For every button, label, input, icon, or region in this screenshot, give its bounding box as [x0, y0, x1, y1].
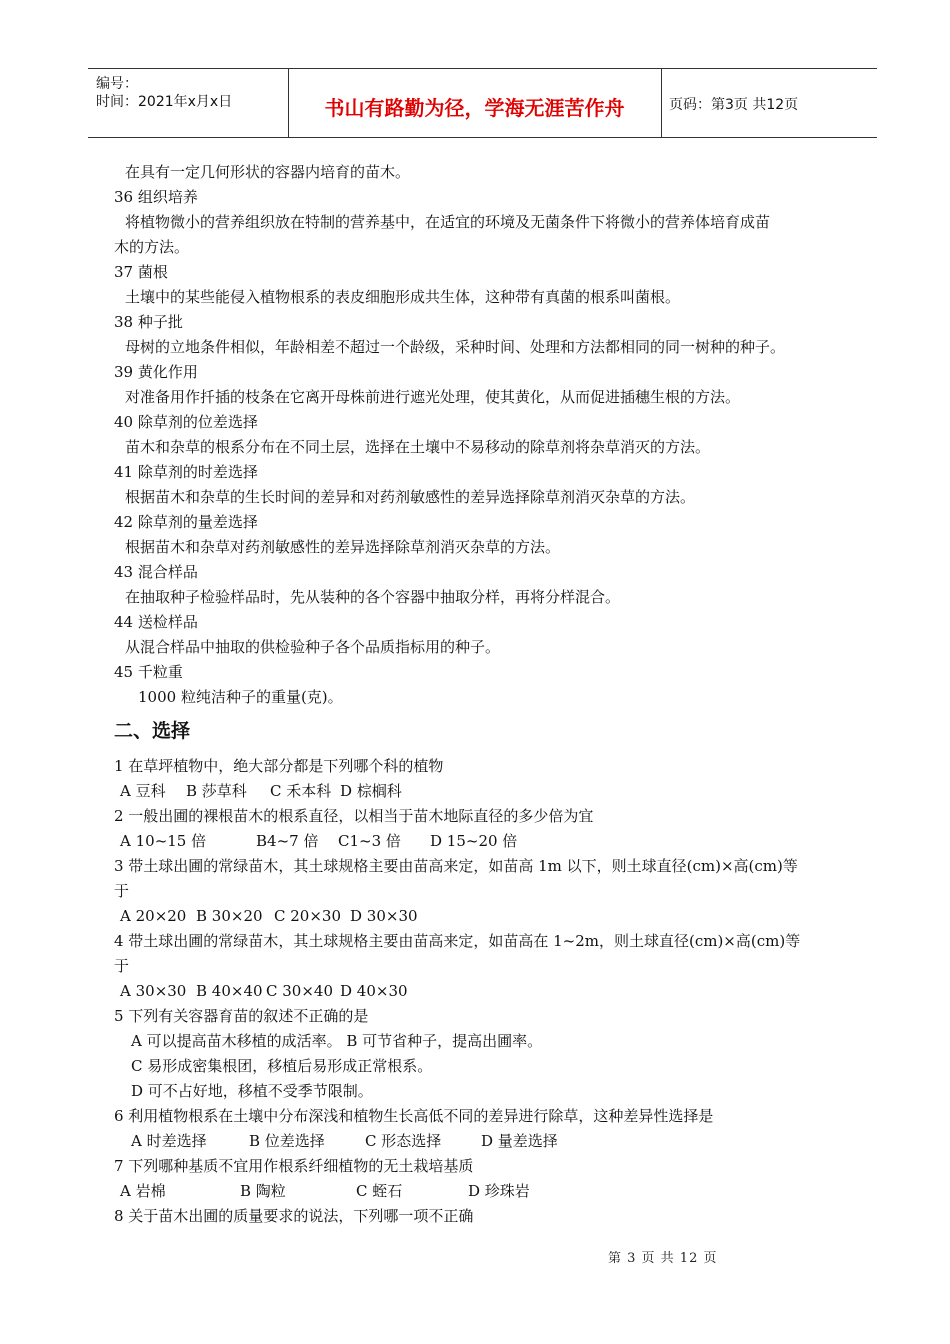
question-options — [114, 979, 859, 1004]
option: D 珍珠岩 — [468, 1182, 530, 1200]
question-options — [114, 904, 859, 929]
option: A 时差选择 — [131, 1132, 207, 1150]
document-body — [114, 160, 859, 1229]
option: B 莎草科 — [186, 782, 247, 800]
section-title: 二、选择 — [114, 720, 191, 742]
definition-title: 42 除草剂的量差选择 — [114, 513, 258, 531]
definition-title: 40 除草剂的位差选择 — [114, 413, 258, 431]
definition-text: 在具有一定几何形状的容器内培育的苗木。 — [125, 163, 411, 181]
definition-title: 45 千粒重 — [114, 663, 183, 681]
question-options — [114, 1129, 859, 1154]
option: B4~7 倍 — [256, 832, 319, 850]
definition-text: 在抽取种子检验样品时，先从装种的各个容器中抽取分样，再将分样混合。 — [125, 588, 621, 606]
question-options — [114, 1179, 859, 1204]
option: D 棕榈科 — [340, 782, 402, 800]
option: C 禾本科 — [270, 782, 332, 800]
option: A 30×30 — [120, 982, 187, 1000]
question-option-line: D 可不占好地，移植不受季节限制。 — [131, 1082, 373, 1100]
definition-title: 38 种子批 — [114, 313, 183, 331]
motto: 书山有路勤为径，学海无涯苦作舟 — [324, 96, 625, 120]
page-header — [88, 68, 877, 138]
option: C 蛭石 — [356, 1182, 403, 1200]
option: B 陶粒 — [240, 1182, 286, 1200]
option: C 20×30 — [274, 907, 341, 925]
question-text: 5 下列有关容器育苗的叙述不正确的是 — [114, 1007, 369, 1025]
option: C1~3 倍 — [338, 832, 401, 850]
header-right-cell — [661, 69, 877, 137]
definition-title: 37 菌根 — [114, 263, 168, 281]
option: A 岩棉 — [120, 1182, 166, 1200]
question-text-cont: 于 — [114, 882, 130, 900]
definition-title: 43 混合样品 — [114, 563, 198, 581]
time-label: 时间：2021年x月x日 — [96, 94, 233, 110]
option: B 位差选择 — [249, 1132, 325, 1150]
page-info: 页码：第3页 共12页 — [669, 97, 799, 113]
header-motto-cell — [288, 69, 662, 137]
question-text: 3 带土球出圃的常绿苗木，其土球规格主要由苗高来定，如苗高 1m 以下，则土球直径(cm)×高(cm)等 — [114, 857, 798, 875]
option: B 40×40 — [196, 982, 263, 1000]
question-text: 1 在草坪植物中，绝大部分都是下列哪个科的植物 — [114, 757, 444, 775]
definition-text: 对准备用作扦插的枝条在它离开母株前进行遮光处理，使其黄化，从而促进插穗生根的方法。 — [125, 388, 741, 406]
question-options — [114, 829, 859, 854]
definition-text: 1000 粒纯洁种子的重量(克)。 — [138, 688, 343, 706]
question-text: 8 关于苗木出圃的质量要求的说法，下列哪一项不正确 — [114, 1207, 474, 1225]
definition-text: 苗木和杂草的根系分布在不同土层，选择在土壤中不易移动的除草剂将杂草消灭的方法。 — [125, 438, 711, 456]
option: C 形态选择 — [365, 1132, 442, 1150]
question-text: 4 带土球出圃的常绿苗木，其土球规格主要由苗高来定，如苗高在 1~2m，则土球直径(cm)×高(cm)等 — [114, 932, 801, 950]
option: D 15~20 倍 — [430, 832, 518, 850]
definition-text-cont: 木的方法。 — [114, 238, 190, 256]
definition-title: 39 黄化作用 — [114, 363, 198, 381]
option: B 30×20 — [196, 907, 263, 925]
option: D 30×30 — [350, 907, 418, 925]
option: A 10~15 倍 — [120, 832, 207, 850]
definition-text: 将植物微小的营养组织放在特制的营养基中，在适宜的环境及无菌条件下将微小的营养体培育成苗 — [125, 213, 771, 231]
definition-text: 根据苗木和杂草的生长时间的差异和对药剂敏感性的差异选择除草剂消灭杂草的方法。 — [125, 488, 696, 506]
header-left-cell — [88, 69, 289, 137]
question-option-line: A 可以提高苗木移植的成活率。 B 可节省种子，提高出圃率。 — [131, 1032, 543, 1050]
question-options — [114, 779, 859, 804]
definition-title: 41 除草剂的时差选择 — [114, 463, 258, 481]
question-text-cont: 于 — [114, 957, 130, 975]
question-option-line: C 易形成密集根团，移植后易形成正常根系。 — [131, 1057, 433, 1075]
number-label: 编号： — [96, 76, 138, 92]
option: C 30×40 — [266, 982, 333, 1000]
option: A 豆科 — [120, 782, 166, 800]
page-footer: 第 3 页 共 12 页 — [608, 1251, 718, 1266]
question-text: 7 下列哪种基质不宜用作根系纤细植物的无土栽培基质 — [114, 1157, 474, 1175]
definition-text: 从混合样品中抽取的供检验种子各个品质指标用的种子。 — [125, 638, 501, 656]
definition-title: 36 组织培养 — [114, 188, 198, 206]
definition-title: 44 送检样品 — [114, 613, 198, 631]
question-text: 2 一般出圃的裸根苗木的根系直径，以相当于苗木地际直径的多少倍为宜 — [114, 807, 594, 825]
option: D 量差选择 — [481, 1132, 558, 1150]
definition-text: 土壤中的某些能侵入植物根系的表皮细胞形成共生体，这种带有真菌的根系叫菌根。 — [125, 288, 681, 306]
definition-text: 母树的立地条件相似，年龄相差不超过一个龄级，采种时间、处理和方法都相同的同一树种的种子。 — [125, 338, 786, 356]
option: D 40×30 — [340, 982, 408, 1000]
definition-text: 根据苗木和杂草对药剂敏感性的差异选择除草剂消灭杂草的方法。 — [125, 538, 561, 556]
option: A 20×20 — [120, 907, 187, 925]
question-text: 6 利用植物根系在土壤中分布深浅和植物生长高低不同的差异进行除草，这种差异性选择是 — [114, 1107, 714, 1125]
